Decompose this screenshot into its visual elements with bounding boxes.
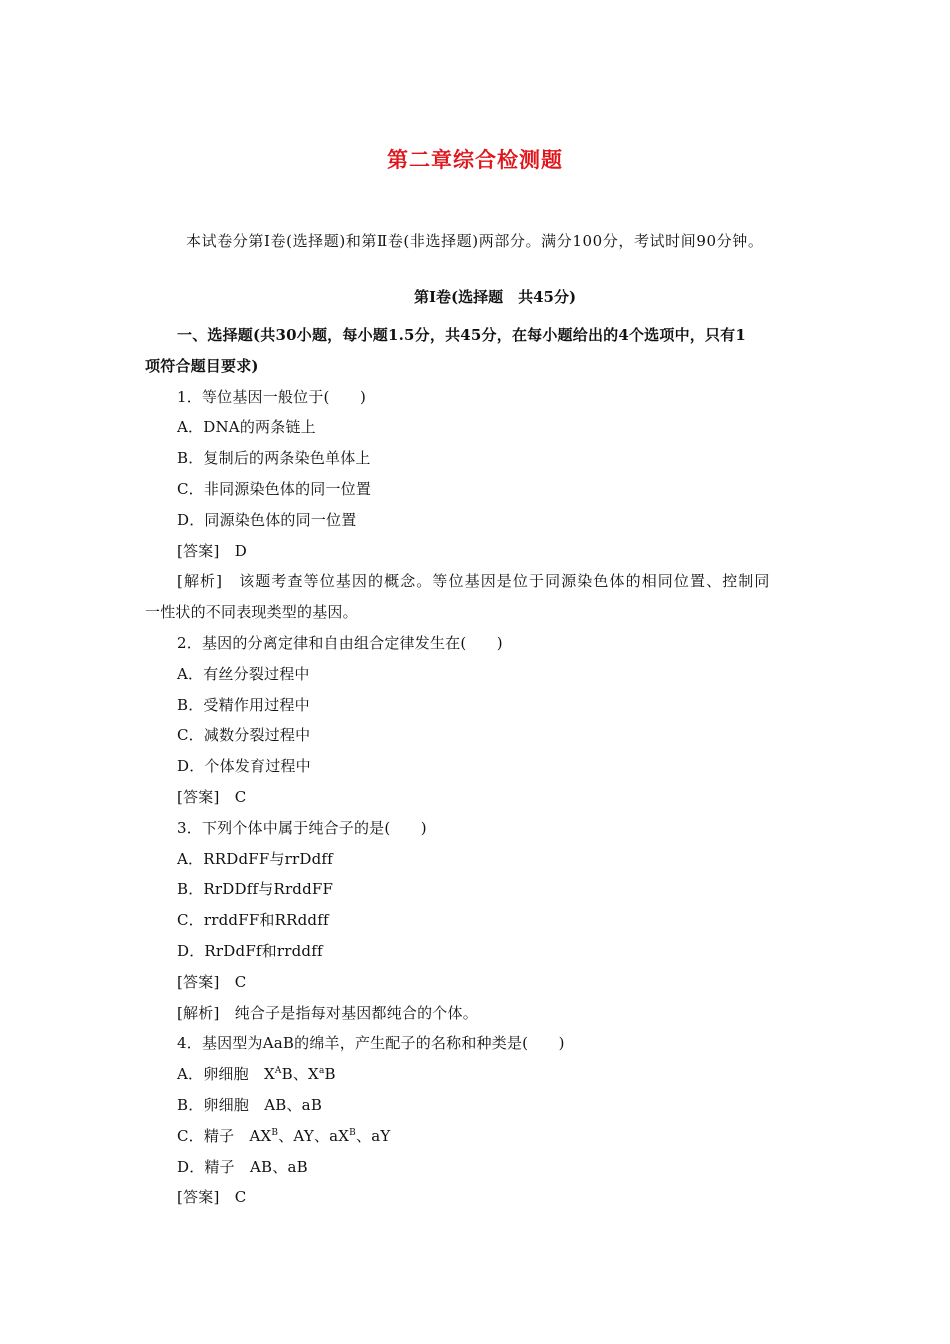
option-a-suffix: B — [324, 1065, 336, 1084]
analysis-line1: [解析] 该题考查等位基因的概念。等位基因是位于同源染色体的相同位置、控制同 — [177, 572, 771, 591]
option-b: B．卵细胞 AB、aB — [177, 1095, 323, 1114]
part-heading-line1: 一、选择题(共30小题，每小题1.5分，共45分，在每小题给出的4个选项中，只有1 — [177, 326, 747, 344]
answer: [答案] C — [177, 972, 247, 991]
answer: [答案] D — [177, 541, 247, 560]
option-b: B．受精作用过程中 — [177, 695, 310, 714]
intro-text: 本试卷分第Ⅰ卷(选择题)和第Ⅱ卷(非选择题)两部分。满分100分，考试时间90分钟。 — [186, 232, 764, 250]
option-c — [145, 1121, 810, 1152]
question-list — [145, 320, 810, 1213]
option-d: D．同源染色体的同一位置 — [177, 510, 357, 529]
option-a — [145, 1059, 810, 1090]
option-a: A．有丝分裂过程中 — [177, 664, 310, 683]
question-stem: 1．等位基因一般位于( ) — [177, 387, 367, 406]
question-stem: 4．基因型为AaB的绵羊，产生配子的名称和种类是( ) — [177, 1034, 565, 1053]
superscript: B — [271, 1127, 279, 1138]
option-a-prefix: A．卵细胞 X — [177, 1065, 275, 1084]
option-b: B．RrDDff与RrddFF — [177, 880, 334, 899]
option-a: A．DNA的两条链上 — [177, 418, 316, 437]
option-d: D．精子 AB、aB — [177, 1157, 308, 1176]
document-title: 第二章综合检测题 — [387, 148, 563, 172]
question-stem: 2．基因的分离定律和自由组合定律发生在( ) — [177, 633, 503, 652]
option-d: D．RrDdFf和rrddff — [177, 941, 323, 960]
superscript: A — [274, 1066, 282, 1077]
option-d: D．个体发育过程中 — [177, 757, 311, 776]
option-a-mid: B、X — [281, 1065, 319, 1084]
analysis-line1: [解析] 纯合子是指每对基因都纯合的个体。 — [177, 1003, 478, 1022]
section-title: 第Ⅰ卷(选择题 共45分) — [413, 288, 577, 306]
option-b: B．复制后的两条染色单体上 — [177, 449, 371, 468]
superscript: B — [349, 1127, 356, 1138]
answer: [答案] C — [177, 787, 247, 806]
option-c-prefix: C．精子 AX — [177, 1126, 272, 1145]
answer: [答案] C — [177, 1188, 247, 1207]
option-c: C．减数分裂过程中 — [177, 726, 311, 745]
option-c: C．非同源染色体的同一位置 — [177, 479, 372, 498]
option-c-mid: 、AY、aX — [278, 1126, 350, 1145]
option-c: C．rrddFF和RRddff — [177, 911, 329, 930]
part-heading-line2: 项符合题目要求) — [145, 356, 259, 375]
analysis-line2: 一性状的不同表现类型的基因。 — [145, 603, 358, 622]
question-stem: 3．下列个体中属于纯合子的是( ) — [177, 818, 427, 837]
option-a: A．RRDdFF与rrDdff — [177, 849, 333, 868]
option-c-suffix: 、aY — [356, 1126, 391, 1145]
superscript: a — [318, 1066, 325, 1077]
